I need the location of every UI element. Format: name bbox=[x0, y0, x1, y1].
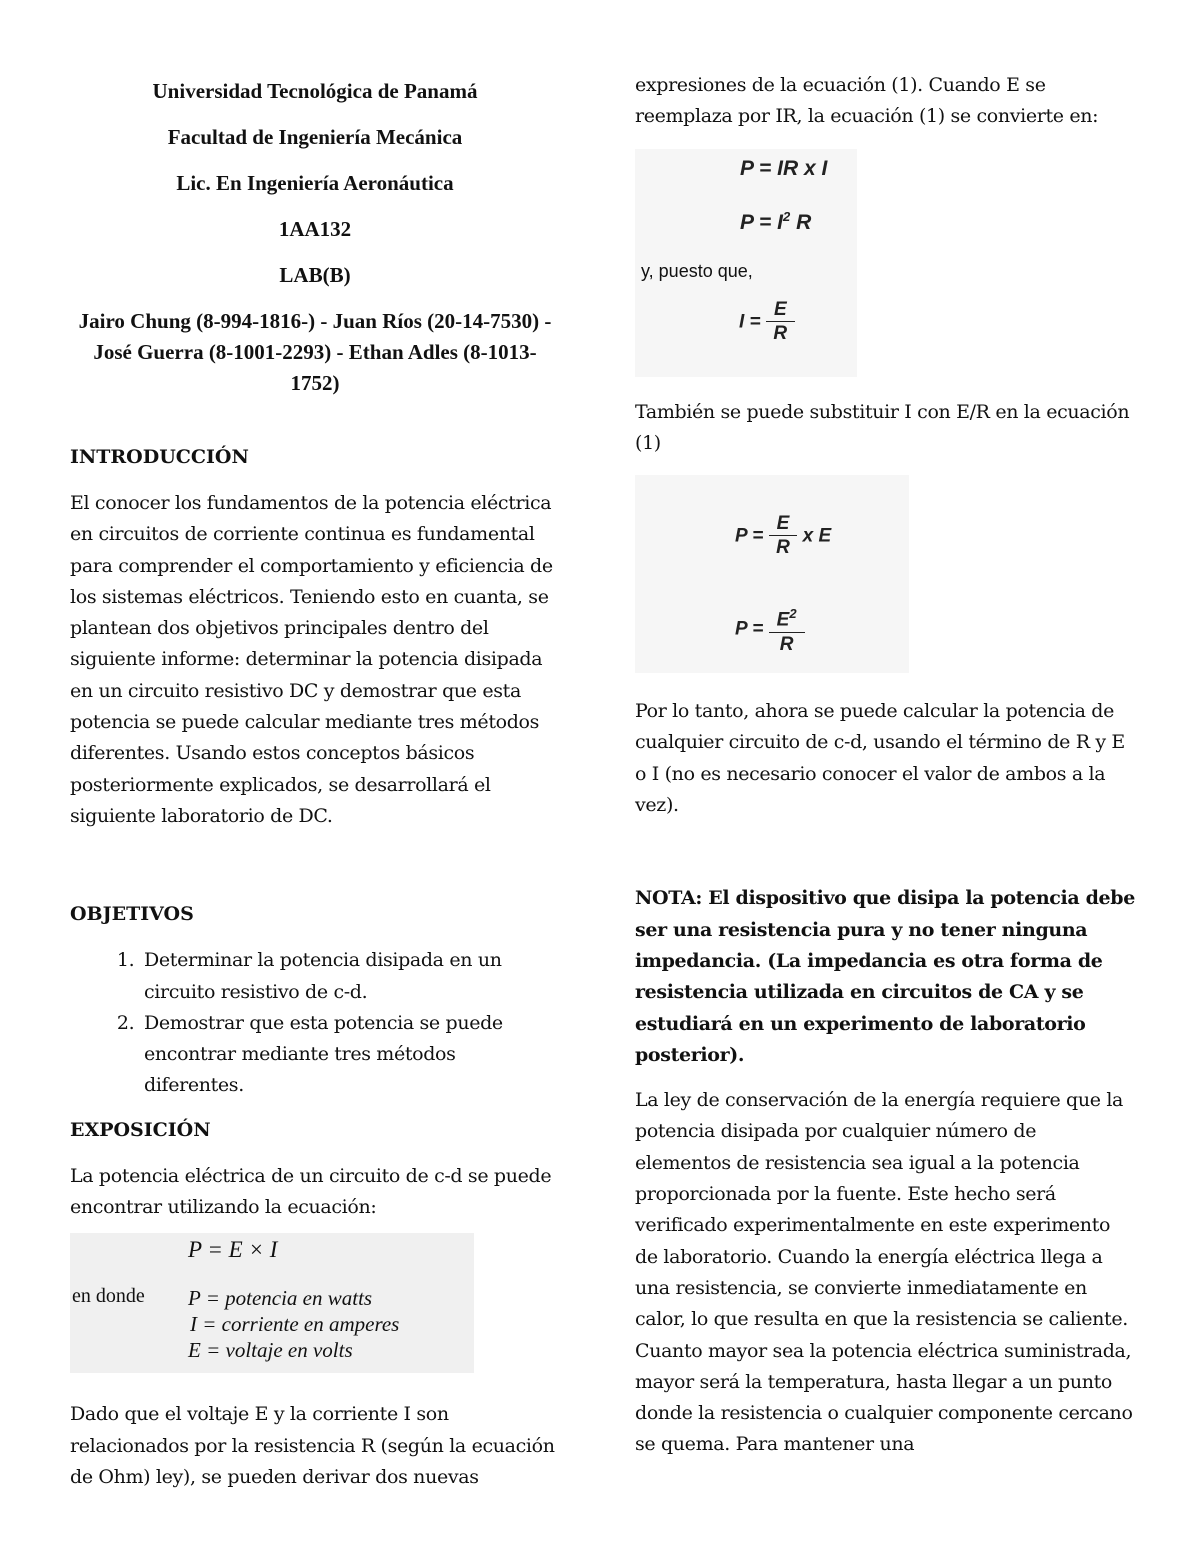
exposition-heading: EXPOSICIÓN bbox=[70, 1118, 211, 1141]
eq2-right: R bbox=[796, 210, 812, 234]
equation-p-e-i: P = E × I bbox=[188, 1237, 278, 1263]
eq2-exponent: 2 bbox=[783, 208, 791, 224]
equations-figure-1 bbox=[635, 149, 857, 377]
eq3-fraction bbox=[766, 299, 795, 346]
equations-figure-2 bbox=[635, 475, 909, 673]
eq5-numerator bbox=[769, 603, 805, 632]
university-name: Universidad Tecnológica de Panamá bbox=[152, 79, 478, 103]
definition-power: P = potencia en watts bbox=[188, 1286, 373, 1311]
authors: Jairo Chung (8-994-1816-) - Juan Ríos (20-14-7530) - José Guerra (8-1001-2293) - Ethan Adles (8-1013-1752) bbox=[78, 309, 552, 395]
equation-p-ir-i: P = IR x I bbox=[740, 156, 828, 180]
lab-label: LAB(B) bbox=[279, 263, 351, 287]
puesto-que-text: y, puesto que, bbox=[641, 260, 753, 281]
intro-paragraph: El conocer los fundamentos de la potencia eléctrica en circuitos de corriente continua es fundamental para comprender el comportamiento y eficiencia de los sistemas eléctricos. Teniendo esto en cuanta, se plantean dos objetivos principales dentro del siguiente informe: determinar la potencia disipada en un circuito resistivo DC y demostrar que esta potencia se puede calcular mediante tres métodos diferentes. Usando estos conceptos básicos posteriormente explicados, se desarrollará el siguiente laboratorio de DC. bbox=[70, 492, 553, 827]
intro-heading: INTRODUCCIÓN bbox=[70, 446, 249, 468]
definition-current: I = corriente en amperes bbox=[190, 1312, 400, 1337]
eq3-lhs: I = bbox=[739, 311, 761, 333]
en-donde-label: en donde bbox=[72, 1285, 145, 1308]
equation-p-e2-r bbox=[735, 603, 805, 656]
program-name: Lic. En Ingeniería Aeronáutica bbox=[176, 171, 454, 195]
eq3-numerator: E bbox=[766, 299, 795, 322]
equation-i-e-r bbox=[739, 299, 795, 346]
objectives-heading: OBJETIVOS bbox=[70, 903, 194, 926]
faculty-name: Facultad de Ingeniería Mecánica bbox=[167, 125, 463, 149]
objective-item: 1. Determinar la potencia disipada en un circuito resistivo de c-d. bbox=[140, 945, 560, 1008]
variable-definitions bbox=[188, 1285, 399, 1363]
eq4-fraction bbox=[769, 513, 798, 560]
continuation-paragraph: expresiones de la ecuación (1). Cuando E se reemplaza por IR, la ecuación (1) se convierte en: bbox=[635, 74, 1099, 128]
equation-p-i2r bbox=[740, 209, 811, 235]
eq4-denominator: R bbox=[776, 537, 790, 559]
left-column bbox=[70, 80, 560, 1493]
group-code: 1AA132 bbox=[278, 217, 352, 241]
power-equation-figure bbox=[70, 1233, 474, 1373]
eq4-lhs: P = bbox=[735, 525, 764, 547]
exposition-intro: La potencia eléctrica de un circuito de c-d se puede encontrar utilizando la ecuación: bbox=[70, 1164, 552, 1219]
note-paragraph: NOTA: El dispositivo que disipa la potencia debe ser una resistencia pura y no tener ninguna impedancia. (La impedancia es otra forma de resistencia utilizada en circuitos de CA y se estudiará en un experimento de laboratorio posterior). bbox=[635, 887, 1135, 1066]
eq2-left: P = I bbox=[740, 210, 783, 234]
definition-voltage: E = voltaje en volts bbox=[188, 1338, 353, 1363]
eq5-fraction bbox=[769, 603, 805, 656]
conclusion-paragraph: Por lo tanto, ahora se puede calcular la potencia de cualquier circuito de c-d, usando el término de R y E o I (no es necesario conocer el valor de ambos a la vez). bbox=[635, 700, 1125, 817]
energy-conservation-paragraph: La ley de conservación de la energía requiere que la potencia disipada por cualquier número de elementos de resistencia sea igual a la potencia proporcionada por la fuente. Este hecho será verificado experimentalmente en este experimento de laboratorio. Cuando la energía eléctrica llega a una resistencia, se convierte inmediatamente en calor, lo que resulta en que la resistencia se caliente. Cuanto mayor sea la potencia eléctrica suministrada, mayor será la temperatura, hasta llegar a un punto donde la resistencia o cualquier componente cercano se quema. Para mantener una bbox=[635, 1089, 1133, 1456]
substitution-paragraph: También se puede substituir I con E/R en la ecuación (1) bbox=[635, 400, 1130, 454]
objectives-list bbox=[70, 945, 560, 1101]
eq5-lhs: P = bbox=[735, 618, 764, 640]
eq5-denominator: R bbox=[779, 633, 794, 655]
objective-item: 2. Demostrar que esta potencia se puede encontrar mediante tres métodos diferentes. bbox=[140, 1008, 560, 1102]
document-header bbox=[70, 80, 560, 399]
eq5-exponent: 2 bbox=[789, 606, 797, 622]
eq5-numerator-base: E bbox=[776, 609, 790, 631]
equation-p-e-r-e bbox=[735, 513, 831, 560]
eq3-denominator: R bbox=[773, 322, 788, 344]
relation-paragraph: Dado que el voltaje E y la corriente I son relacionados por la resistencia R (según la ecuación de Ohm) ley), se pueden derivar dos nuevas bbox=[70, 1403, 555, 1488]
right-column bbox=[635, 70, 1135, 1461]
eq4-rhs: x E bbox=[802, 525, 832, 547]
eq4-numerator: E bbox=[769, 513, 798, 536]
